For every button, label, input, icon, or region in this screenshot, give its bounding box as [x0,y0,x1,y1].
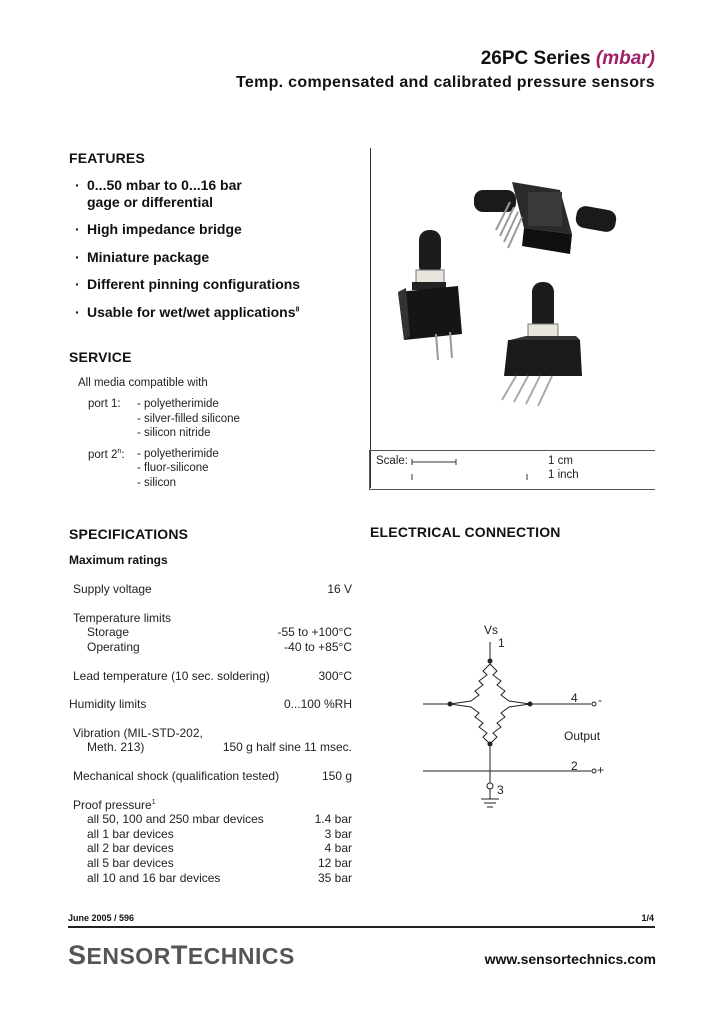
pin2-label: 2 [571,759,578,773]
four-pin-sensor-drawing [502,282,582,406]
port2-media: - silicon [137,477,176,489]
proof-row-label: all 2 bar devices [87,841,174,855]
vibration-label: Vibration (MIL-STD-202, [73,726,203,740]
service-heading: SERVICE [69,349,132,365]
humidity-label: Humidity limits [69,697,147,711]
proof-row-value: 4 bar [324,841,352,855]
proof-row-value: 12 bar [317,856,352,870]
wheatstone-bridge-diagram [415,620,615,820]
feature-item: · High impedance bridge [75,221,242,237]
storage-value: -55 to +100°C [277,625,352,639]
proof-row-value: 35 bar [317,871,352,885]
plus-sign: + [597,763,605,777]
scale-inch: 1 inch [548,469,579,481]
sensor-product-photo [392,172,652,412]
scale-bars [410,457,570,483]
feature-item: · 0...50 mbar to 0...16 bar [75,177,242,193]
company-url[interactable]: www.sensortechnics.com [484,951,656,967]
shock-value: 150 g [321,769,352,783]
electrical-heading: ELECTRICAL CONNECTION [370,524,561,540]
storage-label: Storage [87,625,130,639]
feature-item: · Different pinning configurations [75,276,301,292]
page-title [0,48,655,70]
shock-label: Mechanical shock (qualification tested) [73,769,280,783]
temperature-label: Temperature limits [73,611,172,625]
max-ratings-heading: Maximum ratings [69,553,168,567]
port2-media: - polyetherimide [137,448,219,460]
scale-cm: 1 cm [548,455,573,467]
supply-label: Supply voltage [73,582,152,596]
port1-media: - polyetherimide [137,398,219,410]
single-port-sensor-drawing [398,230,462,360]
operating-label: Operating [87,640,140,654]
pin1-label: 1 [498,636,505,650]
port1-media: - silver-filled silicone [137,413,240,425]
service-intro: All media compatible with [78,377,208,389]
output-label: Output [564,729,601,743]
port2-media: - fluor-silicone [137,462,209,474]
vs-label: Vs [484,623,499,637]
proof-row-label: all 5 bar devices [87,856,174,870]
port2-label: port 2$^n$: [88,448,125,461]
proof-pressure-label: Proof pressure$^1$ [73,798,156,812]
page-subtitle: Temp. compensated and calibrated pressure sensors [236,74,655,91]
operating-value: -40 to +85°C [284,640,352,654]
minus-sign: - [598,693,602,707]
feature-item-cont: gage or differential [87,194,214,210]
lead-temp-value: 300°C [318,669,352,683]
unit-label: (mbar) [595,48,655,69]
proof-row-label: all 1 bar devices [87,827,174,841]
footer-date: June 2005 / 596 [68,913,135,923]
features-heading: FEATURES [69,150,146,166]
pin3-label: 3 [497,783,504,797]
port1-media: - silicon nitride [137,427,211,439]
company-logo: SENSORTECHNICS [68,940,295,970]
column-divider [370,148,371,488]
port1-label: port 1: [88,398,121,410]
differential-sensor-drawing [474,182,618,254]
lead-temp-label: Lead temperature (10 sec. soldering) [73,669,270,683]
specifications-heading: SPECIFICATIONS [69,526,189,542]
humidity-value: 0...100 %RH [283,697,352,711]
proof-row-label: all 50, 100 and 250 mbar devices [87,812,264,826]
pin4-label: 4 [571,691,578,705]
scale-box [369,450,655,490]
scale-label: Scale: [376,455,408,467]
footer-rule [68,926,655,928]
vibration-method: Meth. 213) [87,740,145,754]
footer-page-number: 1/4 [641,913,654,923]
supply-value: 16 V [327,582,352,596]
pin1-node [488,659,493,664]
proof-row-value: 3 bar [324,827,352,841]
series-name: 26PC Series [480,48,591,69]
vibration-value: 150 g half sine 11 msec. [222,740,352,754]
proof-row-label: all 10 and 16 bar devices [87,871,221,885]
feature-item: · Usable for wet/wet applications$^8$ [75,304,300,320]
proof-row-value: 1.4 bar [314,812,352,826]
feature-item: · Miniature package [75,249,210,265]
